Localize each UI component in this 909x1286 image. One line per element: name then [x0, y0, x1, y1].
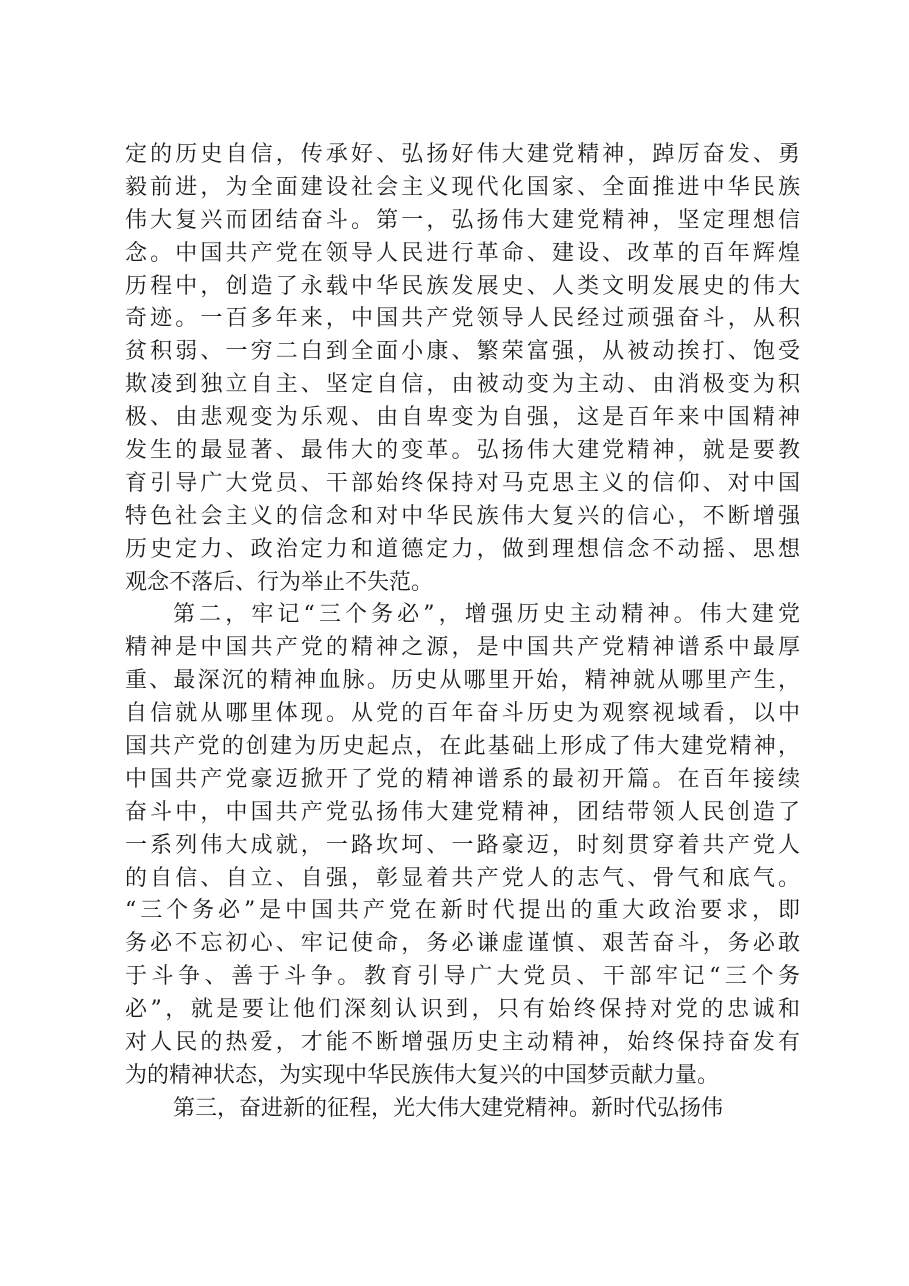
text-line: 的自信、自立、自强，彰显着共产党人的志气、骨气和底气。	[125, 865, 800, 891]
paragraph-start-line: 第三，奋进新的征程，光大伟大建党精神。新时代弘扬伟	[173, 1095, 724, 1121]
text-line: 务必不忘初心、牢记使命，务必谦虚谨慎、艰苦奋斗，务必敢	[125, 931, 800, 957]
text-line: 奋斗中，中国共产党弘扬伟大建党精神，团结带领人民创造了	[125, 799, 800, 825]
text-line: 重、最深沉的精神血脉。历史从哪里开始，精神就从哪里产生，	[125, 668, 800, 694]
text-line: 历史定力、政治定力和道德定力，做到理想信念不动摇、思想	[125, 536, 800, 562]
text-line: 国共产党的创建为历史起点，在此基础上形成了伟大建党精神，	[125, 734, 800, 760]
text-line: 发生的最显著、最伟大的变革。弘扬伟大建党精神，就是要教	[125, 438, 800, 464]
text-line: 毅前进，为全面建设社会主义现代化国家、全面推进中华民族	[125, 174, 800, 200]
text-line: 贫积弱、一穷二白到全面小康、繁荣富强，从被动挨打、饱受	[125, 339, 800, 365]
text-line: 自信就从哪里体现。从党的百年奋斗历史为观察视域看，以中	[125, 701, 800, 727]
document-body	[125, 139, 800, 1126]
text-line: 为的精神状态，为实现中华民族伟大复兴的中国梦贡献力量。	[125, 1062, 720, 1088]
text-line: 中国共产党豪迈掀开了党的精神谱系的最初开篇。在百年接续	[125, 766, 800, 792]
text-line: 对人民的热爱，才能不断增强历史主动精神，始终保持奋发有	[125, 1030, 800, 1056]
text-line: 育引导广大党员、干部始终保持对马克思主义的信仰、对中国	[125, 470, 800, 496]
text-line: “三个务必”是中国共产党在新时代提出的重大政治要求，即	[125, 898, 800, 924]
text-line: 奇迹。一百多年来，中国共产党领导人民经过顽强奋斗，从积	[125, 306, 800, 332]
text-line: 精神是中国共产党的精神之源，是中国共产党精神谱系中最厚	[125, 635, 800, 661]
text-line: 极、由悲观变为乐观、由自卑变为自强，这是百年来中国精神	[125, 405, 800, 431]
text-line: 于斗争、善于斗争。教育引导广大党员、干部牢记“三个务	[125, 964, 800, 990]
text-line: 历程中，创造了永载中华民族发展史、人类文明发展史的伟大	[125, 273, 800, 299]
text-line: 必”，就是要让他们深刻认识到，只有始终保持对党的忠诚和	[125, 997, 800, 1023]
text-line: 观念不落后、行为举止不失范。	[125, 569, 434, 595]
text-line: 欺凌到独立自主、坚定自信，由被动变为主动、由消极变为积	[125, 372, 800, 398]
text-line: 一系列伟大成就，一路坎坷、一路豪迈，时刻贯穿着共产党人	[125, 832, 800, 858]
text-line: 定的历史自信，传承好、弘扬好伟大建党精神，踔厉奋发、勇	[125, 142, 800, 167]
text-line: 伟大复兴而团结奋斗。第一，弘扬伟大建党精神，坚定理想信	[125, 207, 800, 233]
text-line: 特色社会主义的信念和对中华民族伟大复兴的信心，不断增强	[125, 503, 800, 529]
text-line: 念。中国共产党在领导人民进行革命、建设、改革的百年辉煌	[125, 240, 800, 266]
paragraph-start-line: 第二，牢记“三个务必”，增强历史主动精神。伟大建党	[173, 602, 800, 628]
